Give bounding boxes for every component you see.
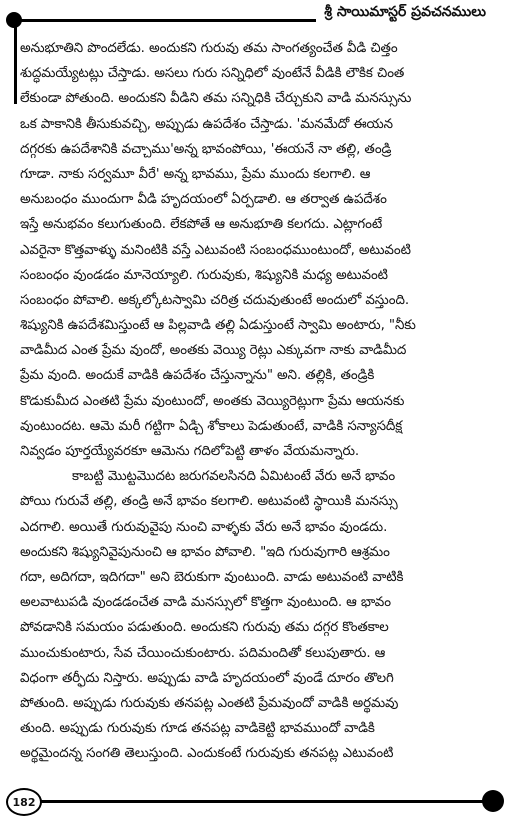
text-line: గదా, అదిగదా, ఇదిగదా" అని బెరుకుగా వుంటుంది. వాడు అటువంటి వాటికి xyxy=(20,569,404,585)
text-line: ఎదగాలి. అయితే గురువువైపు నుంచి వాళ్ళకు వేరు అనే భావం వుండదు. xyxy=(20,519,388,535)
paragraph xyxy=(20,36,496,464)
text-line: శుద్ధమయ్యేటట్లు చేస్తాడు. అసలు గురు సన్నిధిలో వుంటేనే వీడికి లౌకిక చింత xyxy=(20,66,405,82)
text-line: గూడా. నాకు సర్వమూ వీరే' అన్న భావము, ప్రేమ ముందు కలగాలి. ఆ xyxy=(20,166,371,182)
text-line: అనుభూతిని పొందలేడు. అందుకని గురువు తమ సాంగత్యంచేత వీడి చిత్తం xyxy=(20,41,398,56)
running-header-title: శ్రీ సాయిమాస్టర్ ప్రవచనములు xyxy=(316,2,490,22)
text-line: ముంచుకుంటారు, సేవ చేయించుకుంటారు. పదిమందితో కలుపుతారు. ఆ xyxy=(20,645,386,661)
paragraph xyxy=(20,464,496,766)
text-line: విధంగా తర్ఫీదు నిస్తారు. అప్పుడు వాడి హృదయంలో వుండే దూరం తొలగి xyxy=(20,670,394,686)
text-line: పోతుంది. అప్పుడు గురువుకు తనపట్ల ఎంతటి ప్రేమవుందో వాడికి అర్థమవు xyxy=(20,695,399,711)
text-line: దగ్గరకు ఉపదేశానికి వచ్చాము'అన్న భావంపోయి, 'ఈయనే నా తల్లి, తండ్రి xyxy=(20,141,392,157)
text-line: శిష్యునికి ఉపదేశమిస్తుంటే ఆ పిల్లవాడి తల్లి ఏడుస్తుంటే స్వామి అంటారు, "నీకు xyxy=(20,318,416,334)
text-line: తుంది. అప్పుడు గురువుకు గూడ తనపట్ల వాడికెట్టి భావముందో వాడికి xyxy=(20,721,375,737)
footer-rule xyxy=(20,800,492,803)
text-line: అర్థమైందన్న సంగతి తెలుస్తుంది. ఎందుకంటే గురువుకు తనపట్ల ఎటువంటి xyxy=(20,746,394,762)
text-line: ఒక పాకానికి తీసుకువచ్చి, అప్పుడు ఉపదేశం చేస్తాడు. 'మనమేదో ఈయన xyxy=(20,116,393,132)
text-line: అందుకని శిష్యునివైపునుంచి ఆ భావం పోవాలి. "ఇది గురువుగారి ఆశ్రమం xyxy=(20,544,390,560)
text-line: పోయి గురువే తల్లి, తండ్రి అనే భావం కలగాలి. అటువంటి స్థాయికి మనస్సు xyxy=(20,494,398,510)
text-line: ఇస్తే అనుభవం కలుగుతుంది. లేకపోతే ఆ అనుభూతి కలగదు. ఎట్లాగంటే xyxy=(20,217,383,233)
body-text xyxy=(20,36,496,766)
text-line: వాడిమీద ఎంత ప్రేమ వుందో, అంతకు వెయ్యి రెట్లు ఎక్కువగా నాకు వాడిమీద xyxy=(20,343,407,359)
text-line: కొడుకుమీద ఎంతటి ప్రేమ వుంటుందో, అంతకు వెయ్యిరెట్లుగా ప్రేమ ఆయనకు xyxy=(20,393,405,409)
text-line: సంబంధం పోవాలి. అక్కల్కోటస్వామి చరిత్ర చదువుతుంటే అందులో వస్తుంది. xyxy=(20,292,410,308)
text-line: ప్రేమ వుంది. అందుకే వాడికి ఉపదేశం చేస్తున్నాను" అని. తల్లికి, తండ్రికి xyxy=(20,368,375,384)
text-line: లేకుండా పోతుంది. అందుకని వీడిని తమ సన్నిధికి చేర్చుకుని వాడి మనస్సును xyxy=(20,91,412,107)
text-line: పోవడానికి సమయం పడుతుంది. అందుకని గురువు తమ దగ్గర కొంతకాల xyxy=(20,620,389,636)
footer-ornament-dot xyxy=(482,790,504,812)
text-line: నివ్వడం పూర్తయ్యేవరకూ ఆమెను గదిలోపెట్టి తాళం వేయమన్నారు. xyxy=(20,444,360,459)
text-line: అనుబంధం ముందుగా వీడి హృదయంలో ఏర్పడాలి. ఆ తర్వాత ఉపదేశం xyxy=(20,192,387,208)
text-line: సంబంధం వుండడం మానెయ్యాలి. గురువుకు, శిష్యునికి మధ్య అటువంటి xyxy=(20,267,388,283)
left-margin-rule xyxy=(14,20,17,104)
text-line: కాబట్టి మొట్టమొదట జరుగవలసినది ఏమిటంటే వేరు అనే భావం xyxy=(72,469,396,485)
page-number: 182 xyxy=(6,788,42,816)
text-line: వుంటుందట. ఆమె మరీ గట్టిగా ఏడ్చి శోకాలు పెడుతుంటే, వాడికి సన్యాసదీక్ష xyxy=(20,418,403,434)
text-line: ఎవరైనా కొత్తవాళ్ళు మనింటికి వస్తే ఎటువంటి సంబంధముంటుందో, అటువంటి xyxy=(20,242,411,258)
text-line: అలవాటుపడి వుండడంచేత వాడి మనస్సులో కొత్తగా వుంటుంది. ఆ భావం xyxy=(20,595,391,611)
